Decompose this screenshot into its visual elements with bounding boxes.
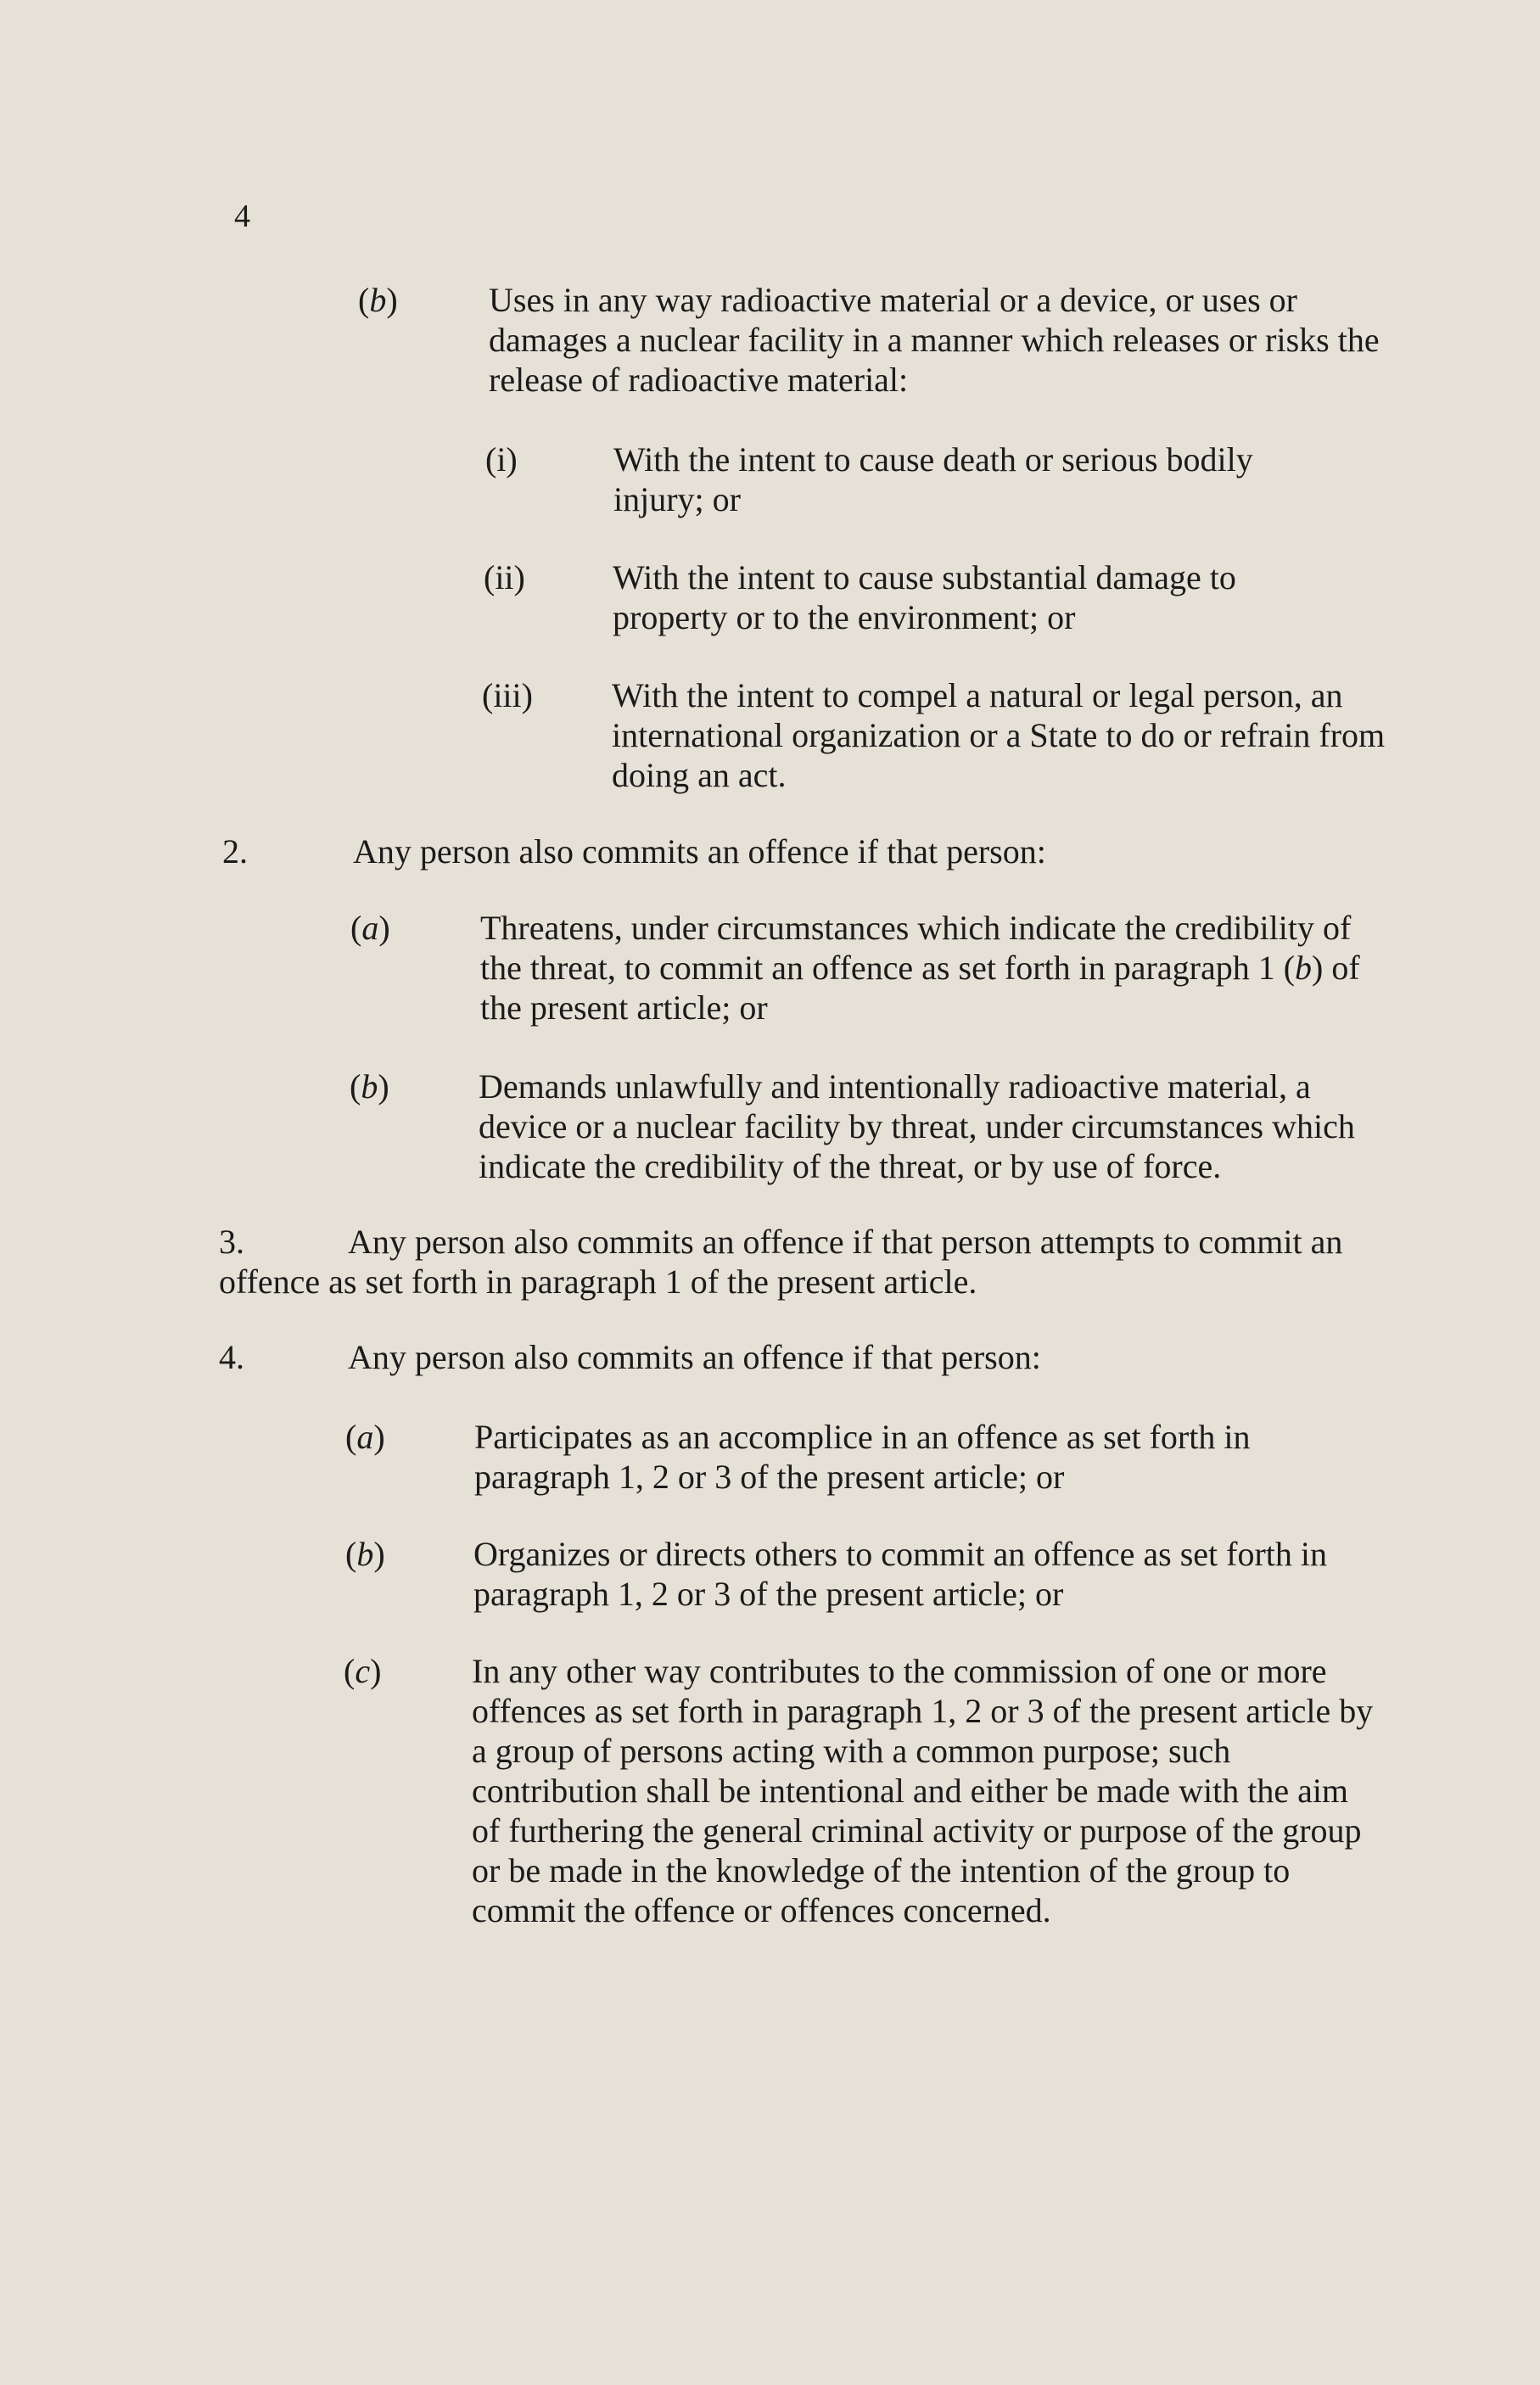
para4c-label-letter: c xyxy=(355,1652,371,1690)
para2-text: Any person also commits an offence if that person: xyxy=(353,832,1046,871)
para3-text: Any person also commits an offence if that person attempts to commit an offence as set forth in paragraph 1 of the present article. xyxy=(219,1223,1343,1301)
para1b-item-i-label: (i) xyxy=(485,440,518,479)
para2a-text-italic: b xyxy=(1295,949,1313,987)
para4b-label: (b) xyxy=(345,1535,385,1573)
para4c-text: In any other way contributes to the commission of one or more offences as set forth in paragraph 1, 2 or 3 of the present article by a group of persons acting with a common purpose; such contribution shall be intentional and either be made with the aim of furthering the general criminal activity or purpose of the group or be made in the knowledge of the intention of the group to commit the offence or offences concerned. xyxy=(472,1652,1374,1929)
para4b-label-letter: b xyxy=(356,1535,374,1573)
para1b-label-letter: b xyxy=(369,281,387,319)
para3 xyxy=(219,1222,1373,1302)
para4b-text: Organizes or directs others to commit an offence as set forth in paragraph 1, 2 or 3 of the present article; or xyxy=(473,1535,1327,1613)
para2b-label-letter: b xyxy=(361,1067,378,1106)
para4a-label-letter: a xyxy=(356,1418,374,1456)
para1b-item-ii-text: With the intent to cause substantial damage to property or to the environment; or xyxy=(613,558,1236,636)
para4a-label: (a) xyxy=(345,1418,385,1456)
para1b-item-iii-text: With the intent to compel a natural or legal person, an international organization or a State to do or refrain from doing an act. xyxy=(612,676,1386,794)
para2a-label-letter: a xyxy=(361,909,379,947)
page-number: 4 xyxy=(234,199,250,234)
para3-number: 3. xyxy=(219,1223,244,1261)
para1b-text: Uses in any way radioactive material or a device, or uses or damages a nuclear facility in a manner which releases or risks the release of radioactive material: xyxy=(489,281,1380,399)
para2a-label: (a) xyxy=(350,909,390,947)
para2a-text-after: ) of the present article; or xyxy=(480,949,1360,1027)
para4-text: Any person also commits an offence if that person: xyxy=(348,1338,1041,1376)
para2b-text: Demands unlawfully and intentionally radioactive material, a device or a nuclear facility by threat, under circumstances which indicate the credibility of the threat, or by use of force. xyxy=(479,1067,1355,1185)
para2a-text-before: Threatens, under circumstances which indicate the credibility of the threat, to commit an offence as set forth in paragraph 1 ( xyxy=(480,909,1352,987)
para1b-item-iii-label: (iii) xyxy=(482,676,533,714)
para1b-item-ii-label: (ii) xyxy=(484,558,525,596)
para1b-label: (b) xyxy=(358,281,398,319)
para4-number: 4. xyxy=(219,1338,244,1376)
para2-number: 2. xyxy=(222,832,248,871)
para4a-text: Participates as an accomplice in an offence as set forth in paragraph 1, 2 or 3 of the present article; or xyxy=(474,1418,1251,1496)
para1b-item-i-text: With the intent to cause death or serious bodily injury; or xyxy=(613,440,1253,518)
para2a-text xyxy=(480,908,1371,1027)
para2b-label: (b) xyxy=(350,1067,389,1106)
para4c-label: (c) xyxy=(344,1652,382,1690)
